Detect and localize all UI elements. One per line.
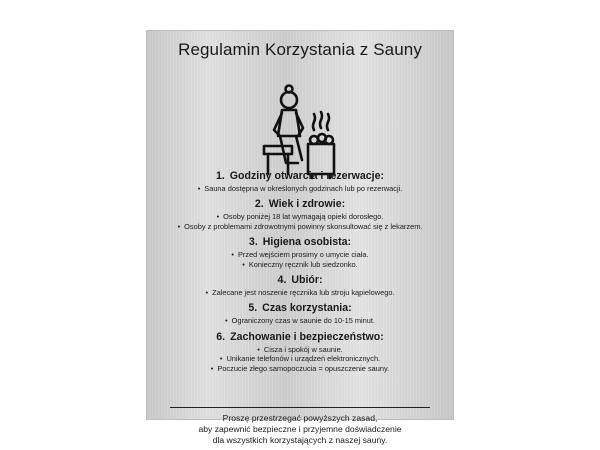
section-heading: 1. Godziny otwarcia i rezerwacje: bbox=[215, 170, 385, 182]
section-heading: 5. Czas korzystania: bbox=[248, 302, 352, 315]
footer-line: aby zapewnić bezpieczne i przyjemne doświadczenie bbox=[198, 423, 402, 434]
divider bbox=[170, 407, 430, 408]
rule-section-hours bbox=[146, 170, 454, 193]
rule-item: • Osoby poniżej 18 lat wymagają opieki dorosłego. bbox=[146, 212, 454, 221]
rule-item: • Przed wejściem prosimy o umycie ciała. bbox=[146, 250, 454, 259]
rule-section-age-health bbox=[146, 198, 454, 231]
sauna-rules-plate bbox=[146, 30, 454, 445]
rule-item: • Sauna dostępna w określonych godzinach lub po rezerwacji. bbox=[146, 184, 454, 193]
page-title: Regulamin Korzystania z Sauny bbox=[178, 40, 422, 59]
footer-line: dla wszystkich korzystających z naszej sauny. bbox=[212, 434, 388, 445]
rule-section-time bbox=[146, 302, 454, 325]
section-heading: 6. Zachowanie i bezpieczeństwo: bbox=[216, 330, 384, 343]
footer-note bbox=[146, 413, 454, 445]
rule-item: • Konieczny ręcznik lub siedzonko. bbox=[146, 260, 454, 269]
rule-section-behavior-safety bbox=[146, 331, 454, 373]
rule-item: • Zalecane jest noszenie ręcznika lub stroju kąpielowego. bbox=[146, 288, 454, 297]
footer-line: Proszę przestrzegać powyższych zasad, bbox=[222, 413, 378, 423]
rule-item: • Unikanie telefonów i urządzeń elektronicznych. bbox=[146, 354, 454, 363]
section-heading: 2. Wiek i zdrowie: bbox=[254, 198, 346, 211]
rule-item: • Osoby z problemami zdrowotnymi powinny skonsultować się z lekarzem. bbox=[146, 222, 454, 231]
section-heading: 4. Ubiór: bbox=[277, 274, 323, 287]
rule-item: • Cisza i spokój w saunie. bbox=[146, 345, 454, 354]
rules-list bbox=[146, 170, 454, 378]
rule-section-hygiene bbox=[146, 236, 454, 269]
rule-item: • Poczucie złego samopoczucia = opuszczenie sauny. bbox=[146, 364, 454, 373]
rule-section-clothing bbox=[146, 274, 454, 297]
section-heading: 3. Higiena osobista: bbox=[248, 236, 352, 249]
rule-item: • Ograniczony czas w saunie do 10-15 minut. bbox=[146, 316, 454, 325]
